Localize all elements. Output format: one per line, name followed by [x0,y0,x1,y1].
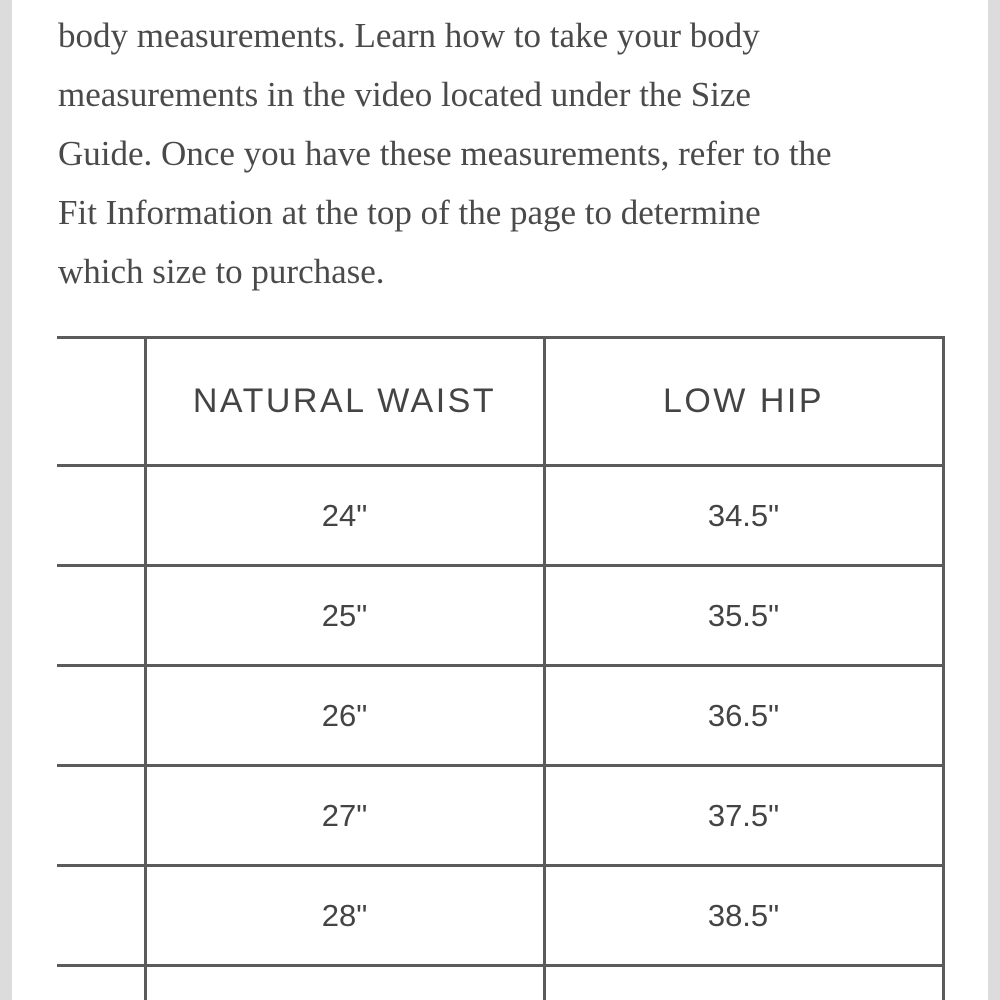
table-row [57,666,943,766]
natural-waist-cell: 26" [145,666,544,766]
natural-waist-cell: 24" [145,466,544,566]
low-hip-header: LOW HIP [544,338,943,466]
low-hip-cell: 35.5" [544,566,943,666]
size-chart-table [57,336,945,1000]
table-row [57,466,943,566]
left-edge [0,0,12,1000]
table-row [57,966,943,1000]
size-cell [57,766,145,866]
right-edge [988,0,1000,1000]
size-guide-instructions: body measurements. Learn how to take your body measurements in the video located under the Size Guide. Once you have these measurements, refer to the Fit Information at the top of the page to determine which size to purchase. [58,16,832,291]
table-row [57,766,943,866]
size-cell [57,466,145,566]
low-hip-cell: 36.5" [544,666,943,766]
natural-waist-cell: 28" [145,866,544,966]
low-hip-cell [544,966,943,1000]
natural-waist-cell: 25" [145,566,544,666]
size-cell [57,866,145,966]
size-cell [57,666,145,766]
size-cell [57,966,145,1000]
low-hip-cell: 37.5" [544,766,943,866]
table-row [57,866,943,966]
low-hip-cell: 38.5" [544,866,943,966]
table-header-row [57,338,943,466]
low-hip-cell: 34.5" [544,466,943,566]
natural-waist-cell [145,966,544,1000]
natural-waist-header: NATURAL WAIST [145,338,544,466]
table-row [57,566,943,666]
size-column-header [57,338,145,466]
size-cell [57,566,145,666]
natural-waist-cell: 27" [145,766,544,866]
